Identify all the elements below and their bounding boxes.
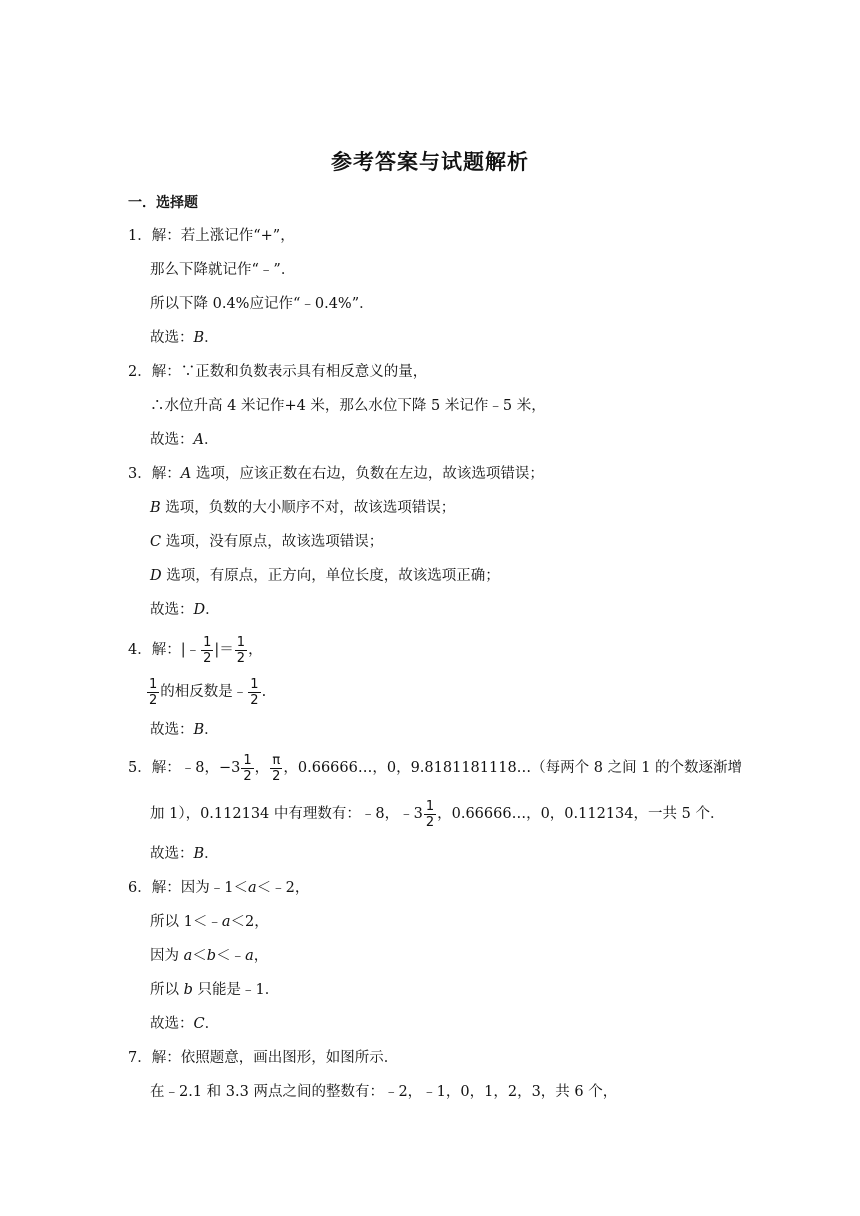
fraction-numerator: 1 (250, 676, 259, 692)
q6-text: ＜ (192, 948, 207, 964)
answer-prefix: 故选： (150, 432, 194, 448)
q3-line-3 (150, 532, 383, 552)
q3-text: 选项，负数的大小顺序不对，故该选项错误； (160, 500, 456, 516)
q1-line-1: 1．解：若上涨记作“+”， (128, 228, 295, 244)
answer-prefix: 故选： (150, 1016, 194, 1032)
q4-text: 的相反数是﹣ (160, 684, 248, 700)
fraction (424, 800, 436, 829)
q2-line-1: 2．解：∵正数和负数表示具有相反意义的量， (128, 364, 428, 380)
q1-line-3: 所以下降 0.4%应记作“﹣0.4%”． (150, 296, 374, 312)
fraction-denominator: 2 (425, 814, 435, 830)
q6-answer (150, 1014, 219, 1034)
q4-equals: |＝ (214, 642, 234, 658)
q3-answer (150, 600, 220, 620)
q6-text: 所以 (150, 982, 184, 998)
section-heading: 一．选择题 (128, 195, 198, 211)
q4-line-2 (146, 676, 266, 708)
fraction-numerator: 1 (203, 634, 212, 650)
q2-answer (150, 430, 218, 450)
fraction-numerator: 1 (243, 752, 252, 768)
q6-text: 因为 (150, 948, 184, 964)
q4-answer (150, 720, 219, 740)
fraction (147, 678, 159, 707)
answer-suffix: ． (204, 722, 219, 738)
answer-suffix: ． (204, 330, 219, 346)
q3-line-4 (150, 566, 500, 586)
mixed-whole: −3 (218, 760, 241, 776)
q5-answer (150, 844, 219, 864)
q4-prefix: 4．解：|﹣ (128, 642, 201, 658)
variable-b: b (183, 982, 193, 998)
answer-prefix: 故选： (150, 602, 194, 618)
fraction-denominator: 2 (149, 692, 158, 708)
option-letter: D (150, 568, 162, 584)
variable-a: a (183, 948, 193, 964)
q4-comma: ， (248, 642, 263, 658)
q5-text: ，0.66666…，0，9.8181181118…（每两个 8 之间 1 的个数逐渐增 (283, 760, 743, 776)
pi-fraction (270, 754, 282, 783)
q6-text: 所以 1＜﹣ (150, 914, 222, 930)
q1-answer (150, 328, 219, 348)
answer-letter: C (193, 1016, 205, 1032)
q5-prefix: 5．解：﹣8， (128, 760, 219, 776)
fraction (241, 754, 253, 783)
q6-text: ， (253, 948, 269, 964)
fraction-denominator: 2 (250, 692, 259, 708)
q3-text: 选项，没有原点，故该选项错误； (161, 534, 384, 550)
fraction-numerator: π (272, 752, 281, 768)
q6-text: 只能是﹣1． (192, 982, 280, 998)
q5-text: 加 1），0.112134 中有理数有：﹣8，﹣3 (150, 806, 423, 822)
q6-line-1 (128, 878, 309, 898)
mixed-number (219, 752, 255, 784)
answer-letter: D (193, 602, 206, 618)
answer-suffix: ． (204, 1016, 220, 1032)
variable-a: a (247, 880, 257, 896)
q3-prefix: 3．解： (128, 466, 181, 482)
q6-text: ＜﹣2， (256, 880, 310, 896)
fraction (235, 636, 247, 665)
variable-b: b (206, 948, 217, 964)
fraction-numerator: 1 (425, 798, 435, 814)
q5-text: ，0.66666…，0，0.112134，一共 5 个． (437, 806, 725, 822)
answer-letter: B (193, 846, 205, 862)
q3-line-1 (128, 464, 544, 484)
answer-prefix: 故选： (150, 330, 194, 346)
answer-letter: B (193, 722, 205, 738)
q6-line-4 (150, 980, 279, 1000)
answer-suffix: ． (203, 432, 219, 448)
q6-line-2 (150, 912, 269, 932)
q4-period: . (261, 684, 267, 700)
q4-line-1 (128, 634, 263, 666)
q2-line-2: ∴水位升高 4 米记作+4 米，那么水位下降 5 米记作﹣5 米， (150, 398, 546, 414)
option-letter: A (180, 466, 192, 482)
fraction (201, 636, 213, 665)
fraction-denominator: 2 (236, 650, 246, 666)
variable-a: a (245, 948, 254, 964)
q3-text: 选项，应该正数在右边，负数在左边，故该选项错误； (191, 466, 544, 482)
q5-comma: ， (254, 760, 270, 776)
q5-line-1 (128, 752, 742, 784)
fraction-denominator: 2 (243, 768, 252, 784)
q3-text: 选项，有原点，正方向，单位长度，故该选项正确； (161, 568, 500, 584)
q6-text: ＜﹣ (216, 948, 246, 964)
q6-text: 6．解：因为﹣1＜ (128, 880, 248, 896)
answer-suffix: ． (204, 846, 219, 862)
answer-prefix: 故选： (150, 846, 194, 862)
q7-line-1: 7．解：依照题意，画出图形，如图所示． (128, 1050, 399, 1066)
fraction (248, 678, 260, 707)
q1-line-2: 那么下降就记作“﹣”． (150, 262, 296, 278)
answer-letter: B (193, 330, 205, 346)
q3-line-2 (150, 498, 455, 518)
option-letter: C (150, 534, 162, 550)
variable-a: a (221, 914, 231, 930)
fraction-numerator: 1 (149, 676, 158, 692)
answer-letter: A (193, 432, 204, 448)
page-title: 参考答案与试题解析 (331, 149, 529, 174)
q7-line-2: 在﹣2.1 和 3.3 两点之间的整数有：﹣2，﹣1，0，1，2，3，共 6 个， (150, 1084, 618, 1100)
fraction-denominator: 2 (272, 768, 281, 784)
fraction-numerator: 1 (236, 634, 246, 650)
answer-prefix: 故选： (150, 722, 194, 738)
fraction-denominator: 2 (203, 650, 212, 666)
q5-line-2 (150, 798, 724, 830)
option-letter: B (150, 500, 161, 516)
q6-text: ＜2， (230, 914, 269, 930)
q6-line-3 (150, 946, 268, 966)
answer-suffix: ． (205, 602, 220, 618)
